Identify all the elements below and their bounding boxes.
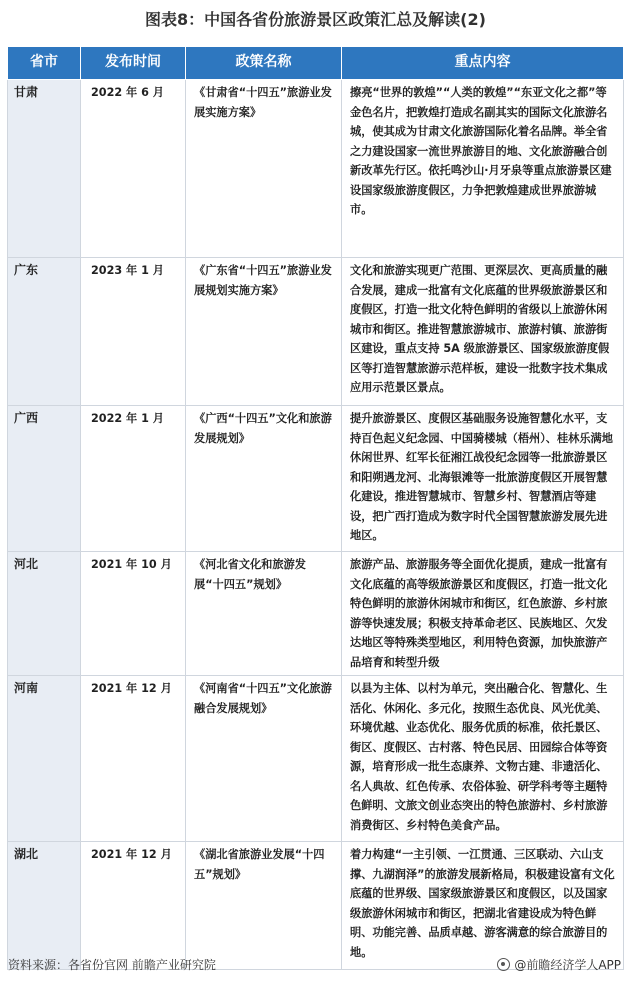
cell-key-content: 提升旅游景区、度假区基础服务设施智慧化水平，支持百色起义纪念园、中国骑楼城（梧州）、桂林乐满地休闲世界、红军长征湘江战役纪念园等一批旅游景区和阳朔遇龙河、北海银滩等一批旅游度假区开展智慧化建设，推进智慧城市、智慧乡村、智慧酒店等建设，把广西打造成为数字时代全国智慧旅游发展先进地区。 [342,406,624,552]
cell-province: 甘肃 [8,80,81,258]
header-key-content: 重点内容 [342,47,624,80]
source-note: 资料来源：各省份官网 前瞻产业研究院 [8,958,216,972]
cell-date: 2022 年 6 月 [81,80,186,258]
cell-date: 2021 年 12 月 [81,842,186,970]
cell-key-content: 文化和旅游实现更广范围、更深层次、更高质量的融合发展，建成一批富有文化底蕴的世界级旅游景区和度假区，打造一批文化特色鲜明的省级以上旅游休闲城市和街区。推进智慧旅游城市、旅游村镇、旅游街区建设，重点支持 5A 级旅游景区、国家级旅游度假区等打造智慧旅游示范样板，建设一批数字技术集成应用示范景区景点。 [342,258,624,406]
table-header-row [8,47,624,80]
table-row [8,552,624,676]
table-row [8,80,624,258]
cell-policy-name: 《广东省“十四五”旅游业发展规划实施方案》 [186,258,342,406]
cell-province: 河北 [8,552,81,676]
header-province: 省市 [8,47,81,80]
cell-date: 2022 年 1 月 [81,406,186,552]
table-row [8,406,624,552]
cell-province: 广东 [8,258,81,406]
brand-logo-icon [497,958,510,971]
header-date: 发布时间 [81,47,186,80]
cell-policy-name: 《广西“十四五”文化和旅游发展规划》 [186,406,342,552]
cell-province: 河南 [8,676,81,842]
cell-date: 2021 年 12 月 [81,676,186,842]
table-row [8,676,624,842]
table-row [8,842,624,970]
policy-table [7,46,624,970]
brand-credit-label: @前瞻经济学人APP [514,958,621,972]
cell-policy-name: 《甘肃省“十四五”旅游业发展实施方案》 [186,80,342,258]
cell-key-content: 擦亮“世界的敦煌”“人类的敦煌”“东亚文化之都”等金色名片，把敦煌打造成名副其实的国际文化旅游名城，使其成为甘肃文化旅游国际化着名品牌。举全省之力建设国家一流世界旅游目的地、文化旅游融合创新改革先行区。依托鸣沙山·月牙泉等重点旅游景区建设国家级旅游度假区，力争把敦煌建成世界旅游城市。 [342,80,624,258]
cell-date: 2021 年 10 月 [81,552,186,676]
cell-province: 湖北 [8,842,81,970]
brand-credit [497,956,621,973]
cell-policy-name: 《河南省“十四五”文化旅游融合发展规划》 [186,676,342,842]
header-policy-name: 政策名称 [186,47,342,80]
cell-date: 2023 年 1 月 [81,258,186,406]
cell-key-content: 以县为主体、以村为单元，突出融合化、智慧化、生活化、休闲化、多元化，按照生态优良、风光优美、环境优越、业态优化、服务优质的标准，依托景区、街区、度假区、古村落、特色民居、田园综合体等资源，培育形成一批生态康养、文物古建、非遗活化、名人典故、红色传承、农俗体验、研学科考等主题特色鲜明、文旅文创业态突出的特色旅游村、乡村旅游消费街区、乡村特色美食产品。 [342,676,624,842]
cell-key-content: 着力构建“一主引领、一江贯通、三区联动、六山支撑、九湖润泽”的旅游发展新格局，积极建设富有文化底蕴的世界级、国家级旅游景区和度假区，以及国家级旅游休闲城市和街区，把湖北省建设成为特色鲜明、功能完善、品质卓越、游客满意的综合旅游目的地。 [342,842,624,970]
table-row [8,258,624,406]
cell-policy-name: 《湖北省旅游业发展“十四五”规划》 [186,842,342,970]
cell-policy-name: 《河北省文化和旅游发展“十四五”规划》 [186,552,342,676]
cell-province: 广西 [8,406,81,552]
chart-title: 图表8：中国各省份旅游景区政策汇总及解读(2) [145,10,486,29]
cell-key-content: 旅游产品、旅游服务等全面优化提质，建成一批富有文化底蕴的高等级旅游景区和度假区，打造一批文化特色鲜明的旅游休闲城市和街区，红色旅游、乡村旅游等快速发展；积极支持革命老区、民族地区、欠发达地区等特殊类型地区，利用特色资源，加快旅游产品培育和转型升级 [342,552,624,676]
